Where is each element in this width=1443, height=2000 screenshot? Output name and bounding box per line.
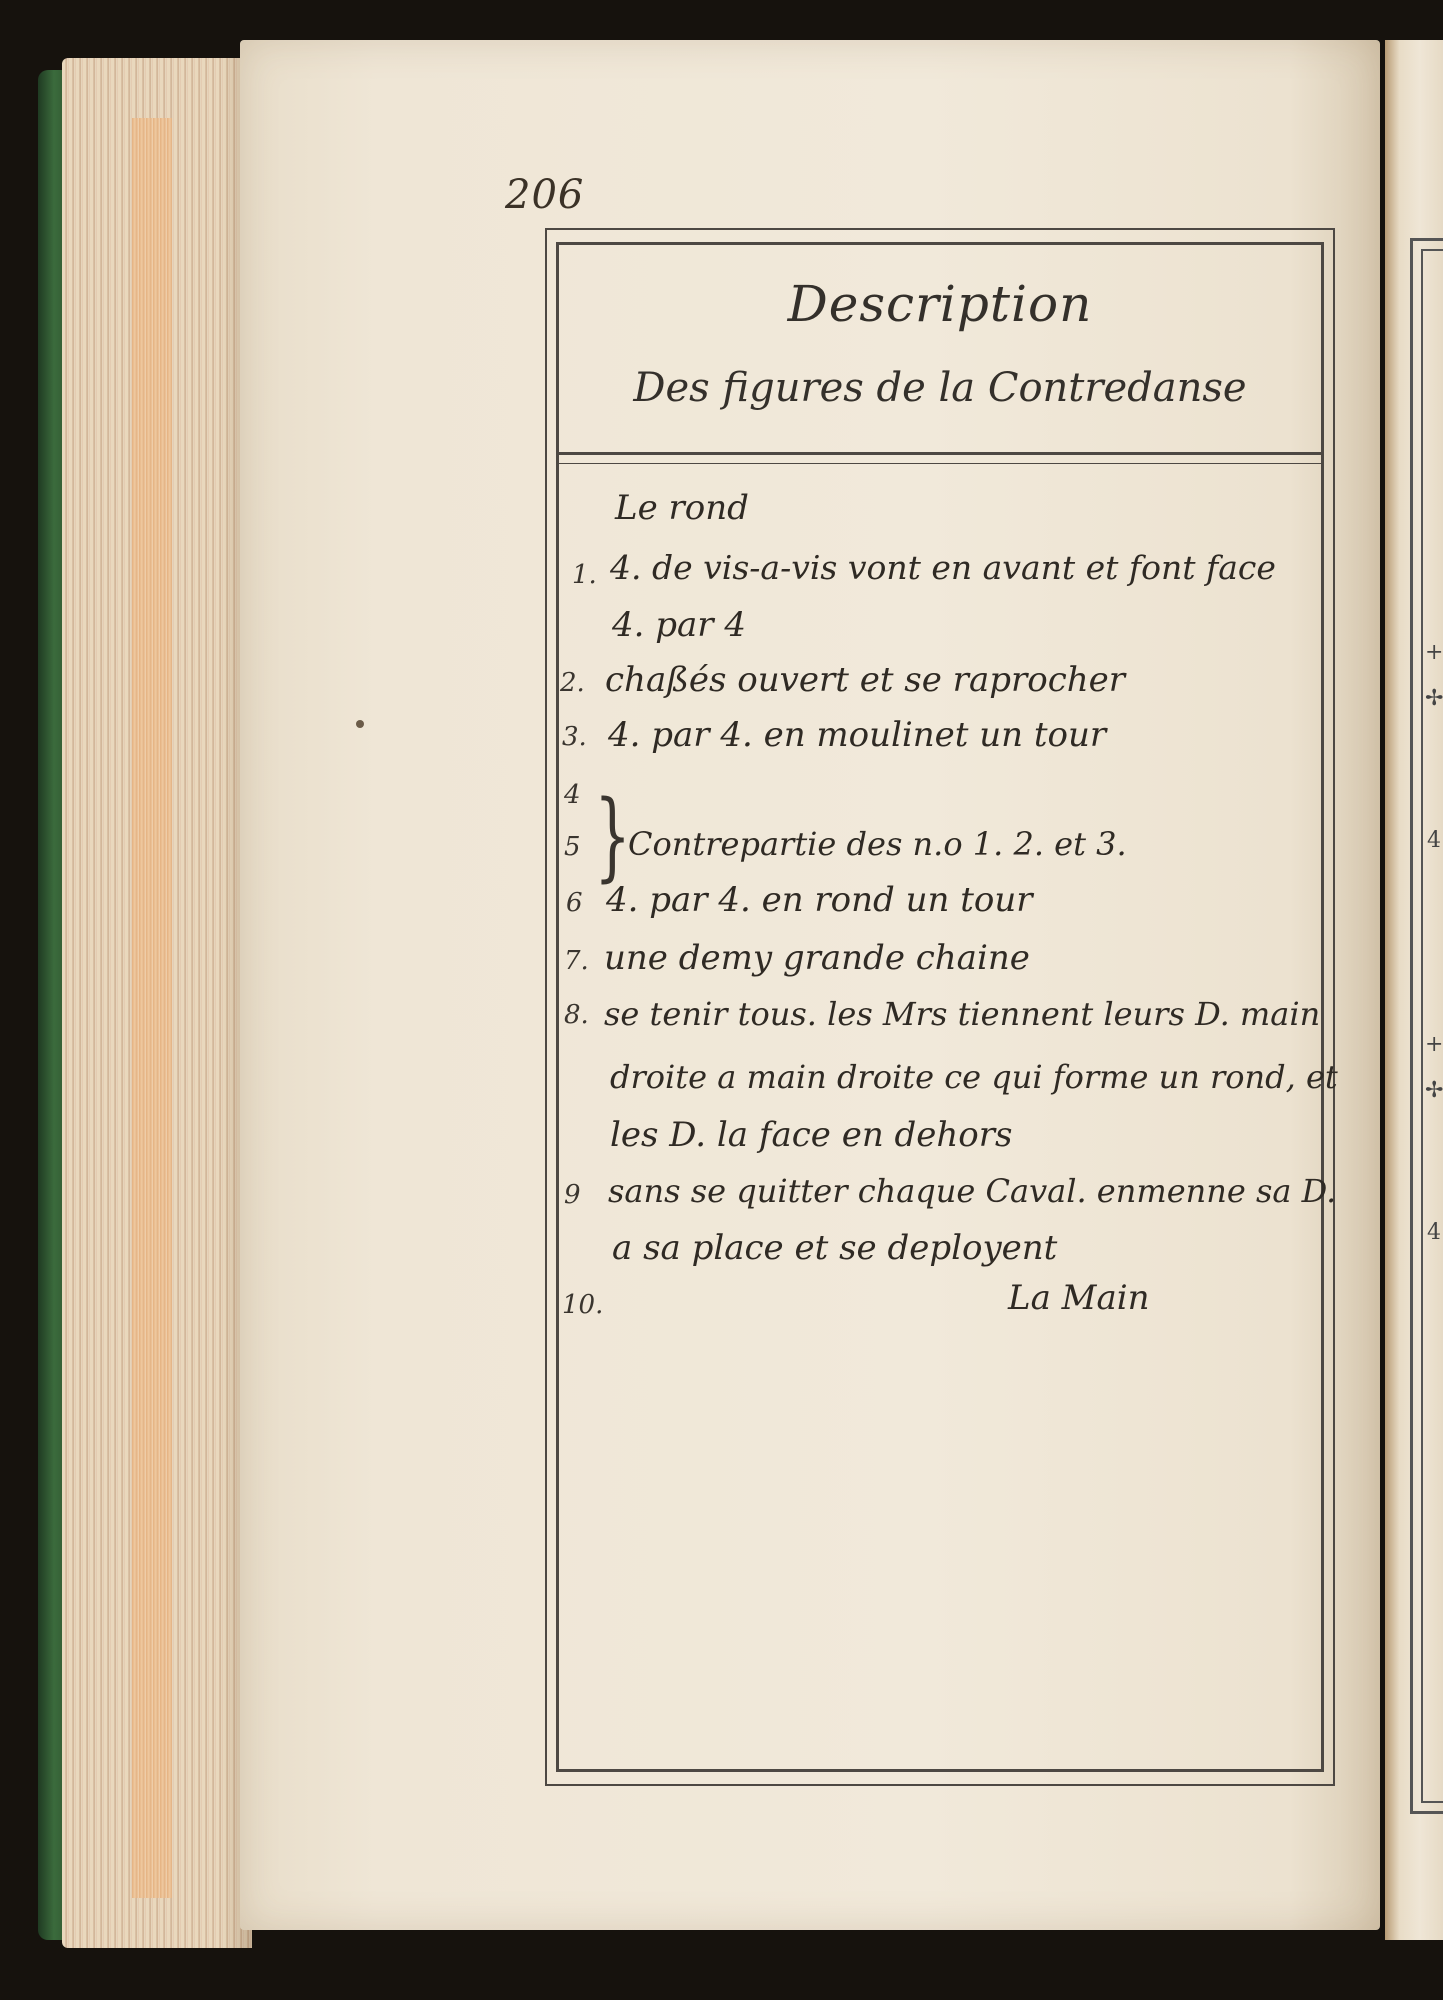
figure-line: 4. de vis-a-vis vont en avant et font face	[610, 548, 1276, 587]
figure-line: sans se quitter chaque Caval. enmenne sa D.	[608, 1172, 1337, 1210]
figure-line: 4. par 4	[612, 605, 746, 645]
figure-number: 10.	[562, 1290, 604, 1320]
figure-line: 4. par 4. en rond un tour	[606, 880, 1033, 920]
facing-mark: 4	[1427, 1220, 1441, 1245]
figure-line: La Main	[1008, 1278, 1150, 1318]
brace-symbol: }	[594, 780, 631, 892]
figure-line: droite a main droite ce qui forme un rond, et	[610, 1058, 1338, 1096]
figure-line: les D. la face en dehors	[610, 1115, 1013, 1155]
figure-number: 6	[566, 888, 583, 918]
facing-mark: 4	[1427, 828, 1441, 853]
facing-page-frame	[1410, 238, 1443, 1814]
page-title: Description	[787, 275, 1093, 333]
figure-line: une demy grande chaine	[604, 938, 1030, 978]
figure-number: 7.	[564, 946, 589, 976]
facing-mark: ✢	[1425, 1078, 1443, 1103]
figure-number: 8.	[564, 1000, 589, 1030]
page-edges-tint	[132, 118, 172, 1898]
title-divider	[556, 452, 1324, 455]
figure-line: chaßés ouvert et se raprocher	[605, 660, 1126, 700]
ink-spot	[356, 720, 364, 728]
page-edges	[62, 58, 252, 1948]
facing-mark: +	[1425, 1032, 1443, 1057]
figure-line: Contrepartie des n.o 1. 2. et 3.	[628, 825, 1127, 863]
figure-number: 1.	[572, 560, 597, 590]
facing-mark: ✢	[1425, 686, 1443, 711]
figure-number: 3.	[562, 722, 587, 752]
page-number: 206	[505, 172, 585, 218]
figure-line: se tenir tous. les Mrs tiennent leurs D. main	[604, 995, 1321, 1033]
title-divider-thin	[556, 463, 1324, 464]
figure-number: 9	[564, 1180, 581, 1210]
page-subtitle: Des figures de la Contredanse	[633, 365, 1247, 411]
figure-number: 4	[564, 780, 581, 810]
figure-line: a sa place et se deployent	[612, 1228, 1058, 1268]
figure-line: Le rond	[615, 488, 749, 528]
figure-line: 4. par 4. en moulinet un tour	[608, 715, 1107, 755]
figure-number: 5	[564, 832, 581, 862]
figure-number: 2.	[560, 668, 585, 698]
facing-mark: +	[1425, 640, 1443, 665]
